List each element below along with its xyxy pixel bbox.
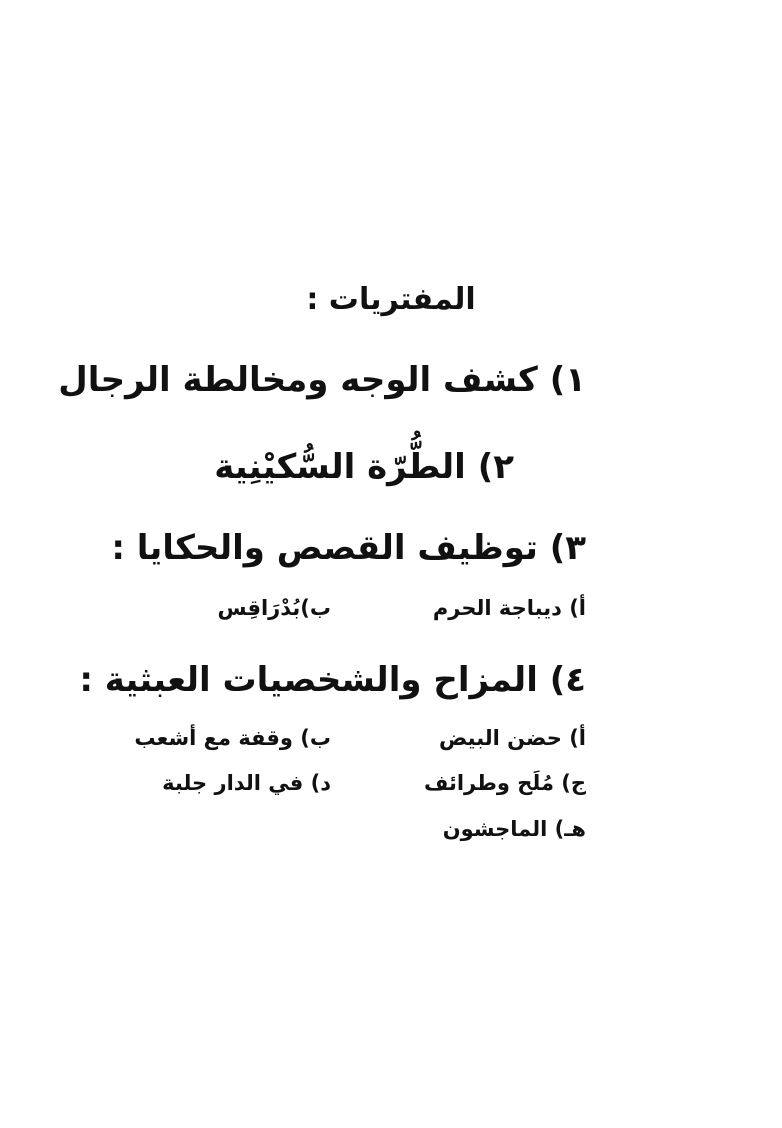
item-4-heading (79, 660, 586, 700)
item-1-heading (58, 360, 586, 400)
item-4-subitem-b: ب) وقفة مع أشعب (134, 726, 331, 750)
item-2-heading (214, 447, 514, 487)
item-2-number: ٢) (477, 447, 514, 487)
item-3-heading (111, 528, 586, 568)
item-2-title: الطُّرّة السُّكيْنِية (214, 447, 466, 487)
item-4-subitem-d: د) في الدار جلبة (162, 771, 331, 795)
item-4-number: ٤) (549, 660, 586, 700)
item-1-title: كشف الوجه ومخالطة الرجال (58, 360, 538, 400)
item-4-subitem-c: ج) مُلَح وطرائف (423, 771, 586, 795)
item-1-number: ١) (549, 360, 586, 400)
item-3-subitem-a: أ) ديباجة الحرم (432, 596, 586, 620)
item-3-subitem-b: ب)بُدْرَاقِس (217, 596, 331, 620)
item-4-title: المزاح والشخصيات العبثية : (79, 660, 538, 700)
page-heading: المفتريات : (306, 282, 476, 317)
item-3-number: ٣) (549, 528, 586, 568)
item-4-subitem-a: أ) حضن البيض (438, 726, 586, 750)
item-3-title: توظيف القصص والحكايا : (111, 528, 538, 568)
item-4-subitem-e: هـ) الماجشون (442, 817, 586, 841)
